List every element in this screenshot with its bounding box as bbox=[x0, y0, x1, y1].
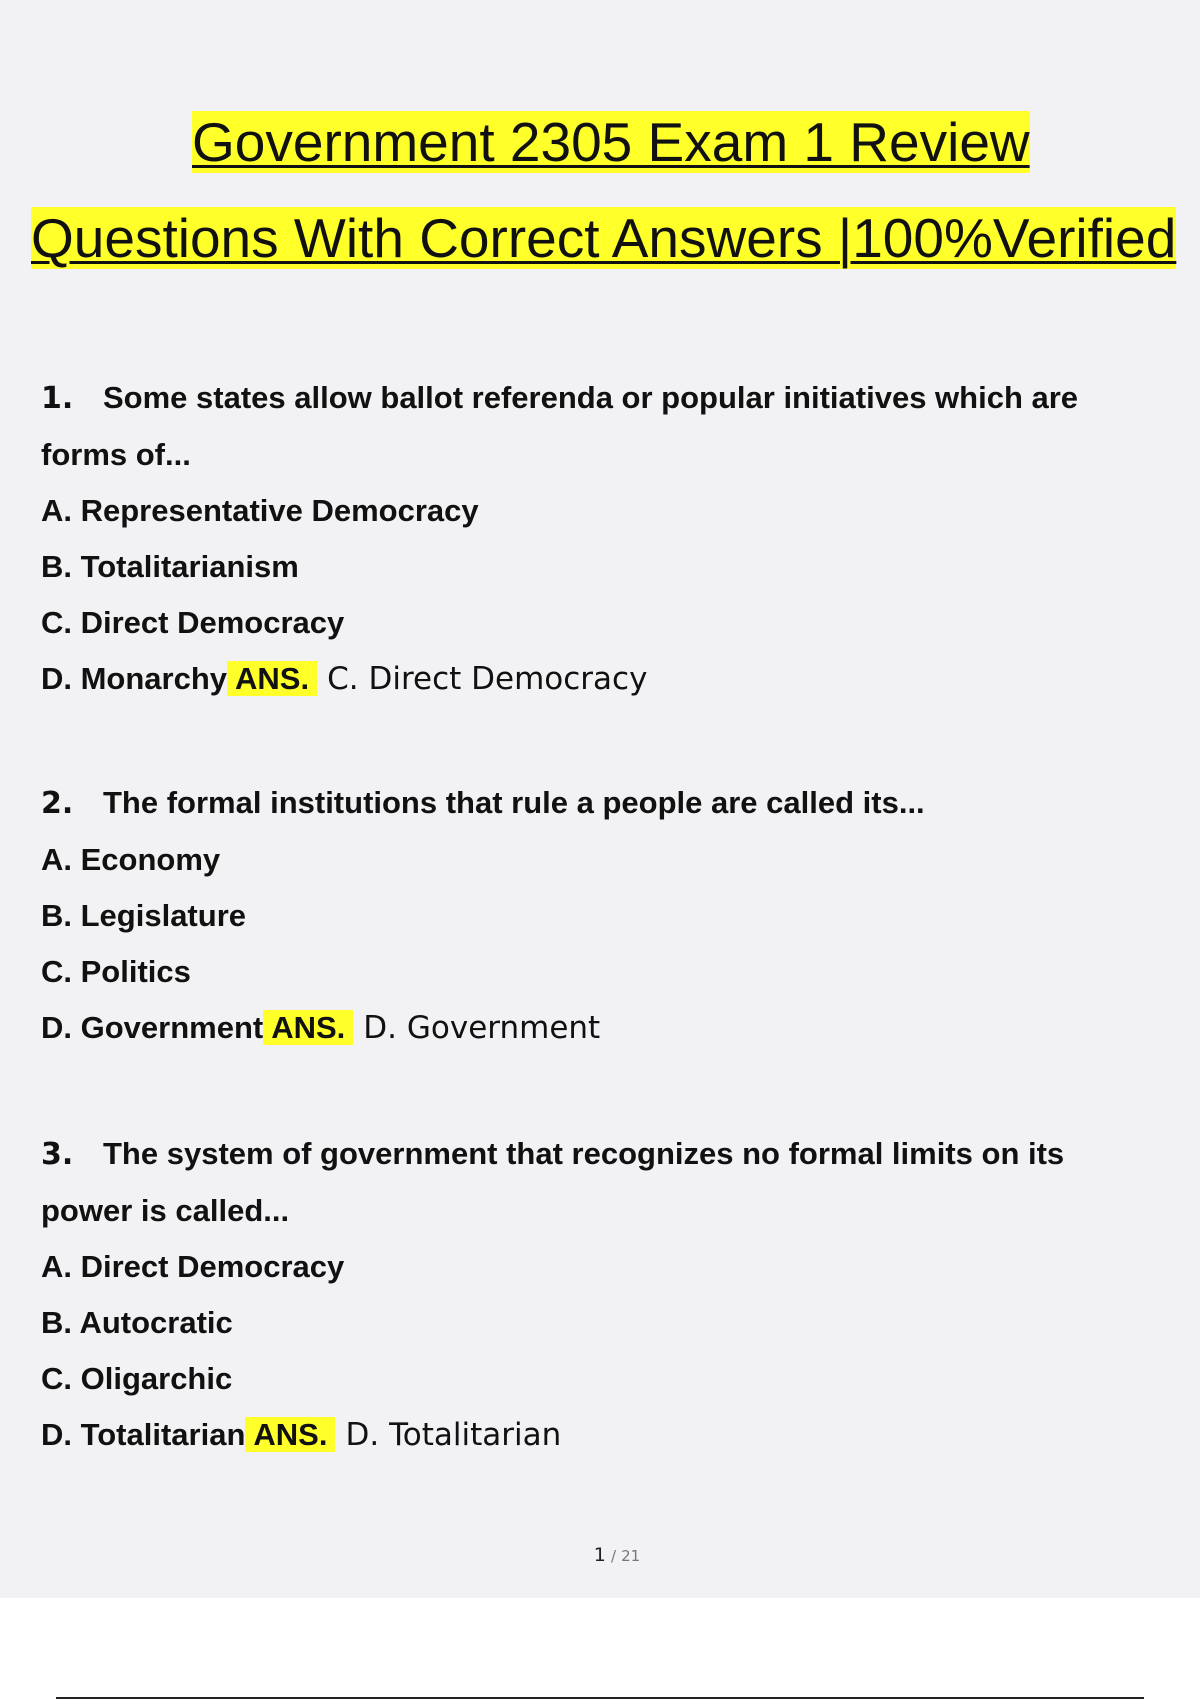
option-a: A. Representative Democracy bbox=[41, 493, 479, 528]
answer-tag: ANS. bbox=[227, 661, 317, 696]
document-title-line-1 bbox=[192, 110, 1030, 174]
answer-tag: ANS. bbox=[245, 1417, 335, 1452]
option-c: C. Politics bbox=[41, 954, 191, 989]
document-title-line-2 bbox=[31, 206, 1176, 270]
title-highlight-2: Questions With Correct Answers |100%Verified bbox=[31, 207, 1177, 269]
question-prompt bbox=[41, 775, 1161, 832]
question-prompt bbox=[41, 370, 1161, 483]
option-d-with-answer bbox=[41, 651, 1161, 707]
question-3 bbox=[41, 1126, 1161, 1463]
next-page-top-rule bbox=[56, 1697, 1144, 1699]
option-b: B. Autocratic bbox=[41, 1305, 233, 1340]
question-text: The formal institutions that rule a people are called its... bbox=[103, 785, 925, 820]
option-a: A. Direct Democracy bbox=[41, 1249, 345, 1284]
answer-tag: ANS. bbox=[263, 1010, 353, 1045]
page-indicator bbox=[0, 1544, 1200, 1566]
current-page: 1 bbox=[593, 1544, 606, 1566]
option-d: D. Government bbox=[41, 1010, 264, 1045]
option-b: B. Totalitarianism bbox=[41, 549, 299, 584]
option-d: D. Monarchy bbox=[41, 661, 228, 696]
option-d: D. Totalitarian bbox=[41, 1417, 246, 1452]
question-1 bbox=[41, 370, 1161, 707]
question-text: The system of government that recognizes no formal limits on its power is called... bbox=[41, 1136, 1065, 1228]
question-text: Some states allow ballot referenda or popular initiatives which are forms of... bbox=[41, 380, 1079, 472]
option-c: C. Direct Democracy bbox=[41, 605, 345, 640]
answer-value: D. Totalitarian bbox=[345, 1417, 562, 1453]
title-highlight-1: Government 2305 Exam 1 Review bbox=[192, 111, 1030, 173]
question-prompt bbox=[41, 1126, 1161, 1239]
question-2 bbox=[41, 775, 1161, 1056]
option-d-with-answer bbox=[41, 1407, 1161, 1463]
question-number: 1. bbox=[41, 381, 74, 416]
answer-value: D. Government bbox=[363, 1010, 601, 1046]
option-b: B. Legislature bbox=[41, 898, 246, 933]
option-d-with-answer bbox=[41, 1000, 1161, 1056]
option-c: C. Oligarchic bbox=[41, 1361, 233, 1396]
total-pages: 21 bbox=[621, 1547, 641, 1565]
answer-value: C. Direct Democracy bbox=[327, 661, 648, 697]
page-separator: / bbox=[610, 1547, 617, 1565]
question-number: 2. bbox=[41, 786, 74, 821]
option-a: A. Economy bbox=[41, 842, 221, 877]
question-number: 3. bbox=[41, 1137, 74, 1172]
